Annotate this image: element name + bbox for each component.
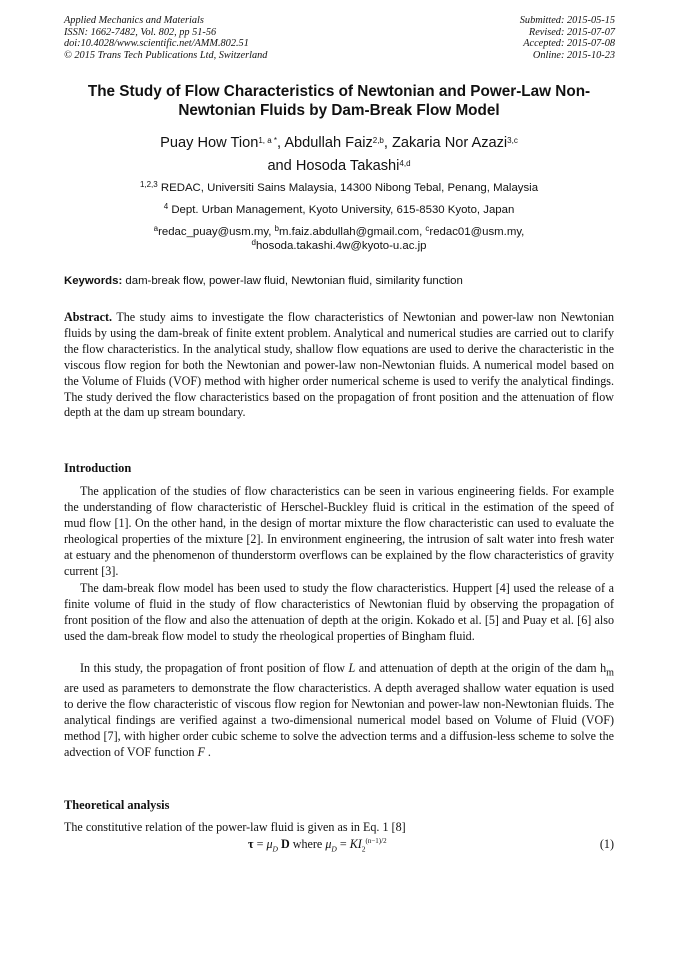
paragraph-text: In this study, the propagation of front position of flow <box>80 661 349 675</box>
revised-date: Revised: 2015-07-07 <box>528 26 615 38</box>
email-link[interactable]: redac01@usm.my, <box>429 226 525 238</box>
email-link[interactable]: hosoda.takashi.4w@kyoto-u.ac.jp <box>255 240 427 252</box>
theoretical-heading: Theoretical analysis <box>64 798 170 812</box>
paragraph-text: . <box>204 744 211 759</box>
eq-KI: KI <box>349 837 362 852</box>
author-name: and Hosoda Takashi <box>267 158 400 174</box>
author-name: Puay How Tion <box>160 135 259 151</box>
subscript-m: m <box>606 667 614 679</box>
paragraph-text: and attenuation of depth at the origin of the dam h <box>355 661 607 675</box>
equation-number: (1) <box>599 837 614 851</box>
eq-sub-D: D <box>331 844 337 854</box>
submission-dates <box>520 15 615 61</box>
abstract <box>64 310 614 421</box>
paragraph-text: The dam-break flow model has been used to study the flow characteristics. Huppert [4] used the release of a finite volume of fluid in the study of flow characteristics of Newtonian fluid by observing the propagation of front position of the flow and also the attenuation of depth at the origin. Kokado et al. [5] and Puay et al. [6] also used the dam-break flow model to study the rheological properties of Bingham fluid. <box>64 581 614 643</box>
equation-1 <box>64 837 614 857</box>
eq-exponent: (n−1)/2 <box>365 837 387 845</box>
eq-where: where <box>289 837 326 852</box>
email-sup: d <box>251 238 256 247</box>
introduction-paragraph-3 <box>64 661 614 761</box>
affiliation-1 <box>40 181 638 195</box>
variable-L: L <box>348 661 356 675</box>
eq-D: D <box>277 837 290 852</box>
paper-title: The Study of Flow Characteristics of Newtonian and Power-Law Non-Newtonian Fluids by Dam-Break Flow Model <box>87 83 591 119</box>
email-sup: a <box>153 224 159 233</box>
submitted-date: Submitted: 2015-05-15 <box>519 15 615 26</box>
introduction-paragraph-1 <box>64 484 614 579</box>
journal-name: Applied Mechanics and Materials <box>64 15 204 26</box>
author-name: , Abdullah Faiz <box>277 135 373 151</box>
variable-F: F <box>197 744 205 759</box>
eq-tau: τ <box>248 837 254 852</box>
introduction-heading: Introduction <box>64 461 132 475</box>
theoretical-paragraph-1 <box>64 820 614 836</box>
email-link[interactable]: m.faiz.abdullah@gmail.com, <box>279 226 426 238</box>
affiliation-sup: 1,2,3 <box>139 180 158 189</box>
keywords-label: Keywords: <box>64 275 123 287</box>
paragraph-text: are used as parameters to demonstrate the flow characteristics. A depth averaged shallow water equation is used to derive the flow characteristic of viscous flow region for Newtonian and power-law non-Newtonian fluids. The analytical findings are verified against a two-dimensional numerical model based on Volume of Fluid (VOF) method [7], with higher order cubic scheme to solve the advection terms and a diffusion-less scheme to solve the advection of VOF function <box>64 681 614 759</box>
author-name: , Zakaria Nor Azazi <box>383 135 508 151</box>
author-emails <box>40 225 638 253</box>
eq-mu: μ <box>266 837 273 852</box>
journal-info <box>64 15 267 61</box>
eq-sub-2: 2 <box>361 844 366 854</box>
eq-sub-D: D <box>272 844 278 854</box>
equation-body <box>248 837 387 853</box>
paragraph-text: The application of the studies of flow characteristics can be seen in various engineering fields. For example the understanding of flow characteristic of Herschel-Buckley fluid is critical in the estimation of the speed of mud flow [1]. On the other hand, in the design of mortar mixture the flow characteristic can used to evaluate the rheological properties of the mixture [2]. In environment engineering, the intrusion of salt water into fresh water at estuary and the phenomenon of thunderstorm overflows can be explained by the flow characteristics of gravity current [3]. <box>64 484 614 578</box>
author-sup: 4,d <box>399 159 411 168</box>
email-sup: b <box>274 224 279 233</box>
online-date: Online: 2015-10-23 <box>532 49 615 61</box>
journal-copyright: © 2015 Trans Tech Publications Ltd, Switzerland <box>64 49 268 61</box>
journal-issn: ISSN: 1662-7482, Vol. 802, pp 51-56 <box>64 26 217 38</box>
keywords-text: dam-break flow, power-law fluid, Newtonian fluid, similarity function <box>122 275 463 287</box>
author-sup: 2,b <box>372 136 384 145</box>
affiliation-2 <box>40 203 638 217</box>
accepted-date: Accepted: 2015-07-08 <box>523 38 615 50</box>
eq-equals: = <box>336 837 350 852</box>
author-sup: 1, a * <box>258 136 278 145</box>
introduction-paragraph-2 <box>64 581 614 645</box>
abstract-text: The study aims to investigate the flow characteristics of Newtonian and power-law non Newtonian fluids by using the dam-break of finite extent problem. Analytical and numerical studies are carried out to clarify the flow characteristics. In the analytical study, shallow flow equations are used to derive the characteristic in the viscous flow region for both the Newtonian and power-law non-Newtonian fluids. A numerical model based on the Volume of Fluids (VOF) method with higher order numerical scheme is used to verify the analytical findings. The study derived the flow characteristics based on the propagation of front position and the attenuation of flow depth at the dam up stream boundary. <box>64 310 614 420</box>
affiliation-text: Dept. Urban Management, Kyoto University, 615-8530 Kyoto, Japan <box>171 204 515 216</box>
author-list <box>40 132 638 178</box>
keywords <box>64 275 615 287</box>
affiliation-text: REDAC, Universiti Sains Malaysia, 14300 Nibong Tebal, Penang, Malaysia <box>160 182 539 194</box>
email-sup: c <box>425 224 430 233</box>
journal-doi: doi:10.4028/www.scientific.net/AMM.802.51 <box>64 38 249 50</box>
abstract-label: Abstract. <box>64 310 113 324</box>
paragraph-text: The constitutive relation of the power-law fluid is given as in Eq. 1 [8] <box>64 820 406 834</box>
affiliation-sup: 4 <box>163 202 169 211</box>
email-link[interactable]: redac_puay@usm.my, <box>158 226 275 238</box>
author-sup: 3,c <box>507 136 518 145</box>
eq-mu: μ <box>325 837 332 852</box>
eq-equals: = <box>253 837 267 852</box>
